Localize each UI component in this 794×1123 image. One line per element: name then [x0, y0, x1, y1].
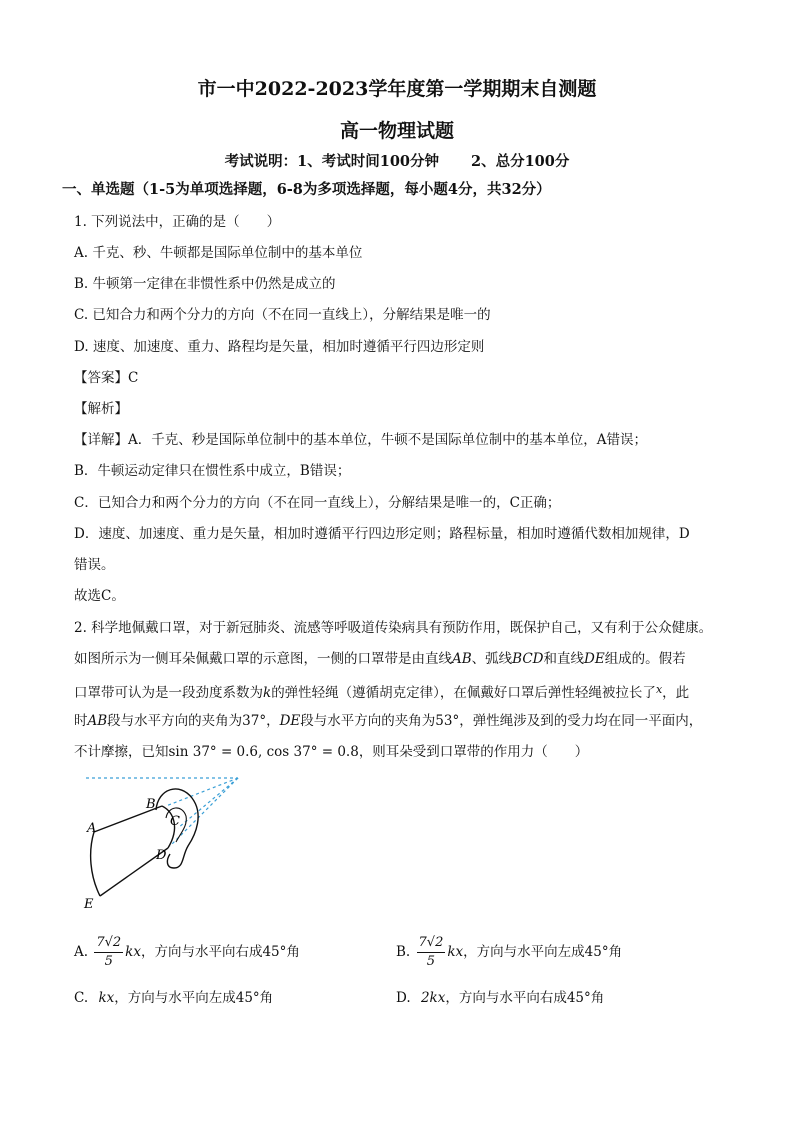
q2-var-de: DE [584, 651, 605, 667]
q2-line3-text-c: ，此 [662, 685, 690, 701]
exam-subtitle: 高一物理试题 [339, 120, 454, 142]
q2-option-a-denominator: 5 [104, 954, 113, 969]
q1-option-c: C. 已知合力和两个分力的方向（不在同一直线上），分解结果是唯一的 [74, 307, 491, 323]
label-c: C [170, 814, 180, 829]
q2-line2-text-a: 如图所示为一侧耳朵佩戴口罩的示意图，一侧的口罩带是由直线 [74, 651, 452, 667]
q1-answer [74, 368, 138, 388]
q2-option-b-denominator: 5 [426, 954, 436, 969]
q2-option-a-label: A. [74, 944, 89, 960]
q1-detail-a [74, 430, 647, 450]
q1-option-a: A. 千克、秒、牛顿都是国际单位制中的基本单位 [74, 245, 363, 261]
q2-var-ab: AB [452, 651, 472, 667]
exam-note-time: 考试说明：1、考试时间100分钟 [224, 153, 439, 170]
q1-conclusion: 故选C。 [74, 588, 125, 604]
q1-option-d: D. 速度、加速度、重力、路程均是矢量，相加时遵循平行四边形定则 [74, 339, 485, 355]
exam-note-score: 2、总分100分 [471, 153, 570, 170]
detail-tag: 【详解】 [74, 432, 128, 448]
q2-line4-text-b: 段与水平方向的夹角为37°， [107, 713, 280, 729]
q2-option-a-text: ，方向与水平向右成45°角 [140, 944, 300, 960]
q1-detail-b: B．牛顿运动定律只在惯性系中成立，B错误； [74, 463, 351, 479]
q2-option-b-numerator: 7√2 [417, 934, 446, 953]
q2-var-x: x [655, 683, 663, 696]
q2-option-d-var: 2kx [420, 990, 446, 1006]
q2-option-d-label: D. [396, 990, 411, 1006]
q2-option-c [74, 988, 273, 1008]
label-d: D [156, 848, 167, 863]
q2-option-a-numerator: 7√2 [94, 934, 123, 953]
answer-tag: 【答案】 [74, 370, 128, 386]
q2-option-b-var: kx [447, 944, 464, 960]
q2-line5 [74, 742, 588, 762]
q2-option-b-fraction [417, 934, 446, 971]
q2-option-d-text: ，方向与水平向右成45°角 [445, 990, 605, 1006]
q2-line2-text-d: 组成的。假若 [604, 651, 686, 667]
q2-line2-text-b: 、弧线 [471, 651, 513, 667]
q2-option-a [74, 934, 300, 971]
q2-option-c-label: C. [74, 990, 89, 1006]
q2-var-de-2: DE [279, 713, 301, 729]
section-heading: 一、单选题（1-5为单项选择题，6-8为多项选择题，每小题4分，共32分） [62, 181, 551, 198]
q2-option-b-text: ，方向与水平向左成45°角 [463, 944, 623, 960]
q1-detail-d2: 错误。 [74, 557, 115, 573]
q1-analysis-tag: 【解析】 [74, 401, 128, 417]
q2-line5-text-b: ，则耳朵受到口罩带的作用力（ ） [358, 744, 589, 760]
q2-line5-text-a: 不计摩擦，已知 [74, 744, 169, 760]
q2-option-b [396, 934, 622, 971]
detail-a-text: A．千克、秒是国际单位制中的基本单位，牛顿不是国际单位制中的基本单位，A错误； [128, 432, 647, 448]
q2-var-bcd: BCD [512, 651, 544, 667]
q2-line4-text-a: 时 [74, 713, 88, 729]
mask-edge [91, 832, 100, 896]
q2-line3-text-b: 的弹性轻绳（遵循胡克定律），在佩戴好口罩后弹性轻绳被拉长了 [271, 685, 656, 701]
answer-value: C [128, 370, 139, 386]
exam-notes [0, 150, 794, 171]
q2-trig-values: sin 37° = 0.6, cos 37° = 0.8 [168, 744, 359, 760]
q2-option-c-var: kx [98, 990, 115, 1006]
q2-option-d [396, 988, 604, 1008]
dashed-line-b [166, 778, 238, 806]
q2-line3 [74, 680, 689, 703]
q2-option-c-text: ，方向与水平向左成45°角 [114, 990, 274, 1006]
exam-title: 市一中2022-2023学年度第一学期期末自测题 [197, 78, 597, 100]
q1-stem: 1. 下列说法中，正确的是（ ） [74, 214, 281, 230]
q2-line2 [74, 649, 686, 669]
q2-option-b-label: B. [396, 944, 411, 960]
q2-line3-text-a: 口罩带可认为是一段劲度系数为 [74, 685, 263, 701]
dashed-line-c [178, 778, 238, 828]
label-a: A [87, 821, 97, 836]
q2-line4-text-c: 段与水平方向的夹角为53°，弹性绳涉及到的受力均在同一平面内， [300, 713, 703, 729]
q2-option-a-fraction [94, 934, 123, 971]
q2-line4 [74, 711, 702, 731]
q2-option-a-var: kx [125, 944, 141, 960]
q2-var-ab-2: AB [87, 713, 108, 729]
label-e: E [84, 897, 94, 912]
label-b: B [146, 797, 156, 812]
q1-detail-c: C．已知合力和两个分力的方向（不在同一直线上），分解结果是唯一的，C正确； [74, 495, 561, 511]
q1-detail-d1: D．速度、加速度、重力是矢量，相加时遵循平行四边形定则；路程标量，相加时遵循代数相加规律，D [74, 526, 690, 542]
q1-option-b: B. 牛顿第一定律在非惯性系中仍然是成立的 [74, 276, 336, 292]
q2-line1: 2. 科学地佩戴口罩，对于新冠肺炎、流感等呼吸道传染病具有预防作用，既保护自己，又有利于公众健康。 [74, 620, 713, 636]
q2-var-k: k [263, 685, 272, 701]
q2-line2-text-c: 和直线 [543, 651, 584, 667]
ear-mask-figure [70, 768, 270, 914]
